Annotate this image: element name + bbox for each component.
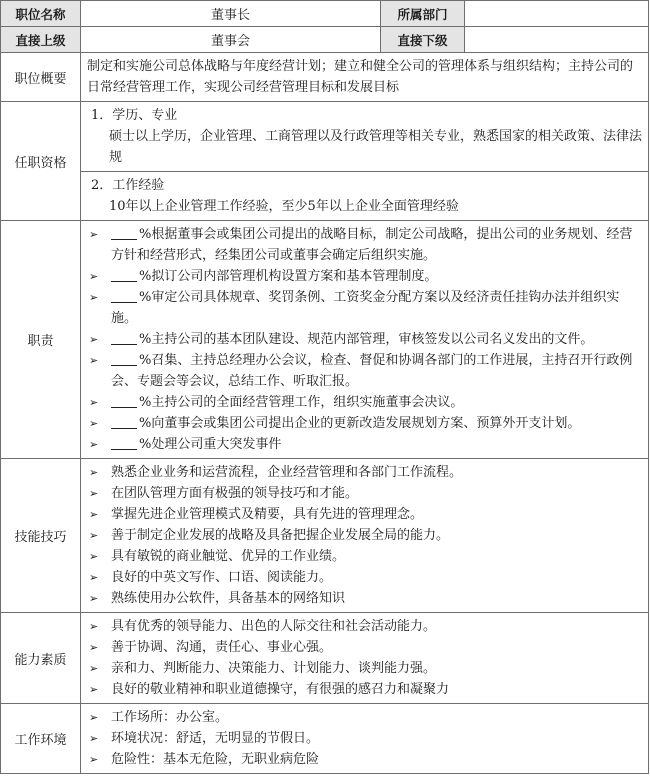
overview-label: 职位概要 xyxy=(1,53,81,102)
experience-cell xyxy=(81,172,649,221)
arrow-bullet-icon: ➢ xyxy=(89,270,99,283)
arrow-bullet-icon: ➢ xyxy=(89,291,99,304)
duties-list xyxy=(87,224,642,455)
arrow-bullet-icon: ➢ xyxy=(89,753,99,766)
list-item-text: 具有优秀的领导能力、出色的人际交往和社会活动能力。 xyxy=(111,619,437,634)
list-item-text: 善于制定企业发展的战略及具备把握企业发展全局的能力。 xyxy=(111,528,450,543)
arrow-bullet-icon: ➢ xyxy=(89,466,99,479)
qualifications-label: 任职资格 xyxy=(1,102,81,221)
arrow-bullet-icon: ➢ xyxy=(89,396,99,409)
list-item-text: %向董事会或集团公司提出企业的更新改造发展规划方案、预算外开支计划。 xyxy=(139,416,581,431)
arrow-bullet-icon: ➢ xyxy=(89,711,99,724)
fill-in-blank xyxy=(111,393,137,408)
list-item-text: 掌握先进企业管理模式及精要，具有先进的管理理念。 xyxy=(111,507,424,522)
direct-subordinate-value xyxy=(465,27,649,53)
fill-in-blank xyxy=(111,351,137,366)
direct-subordinate-label: 直接下级 xyxy=(381,27,465,53)
duties-cell xyxy=(81,221,649,459)
arrow-bullet-icon: ➢ xyxy=(89,620,99,633)
list-item xyxy=(87,749,642,770)
fill-in-blank xyxy=(111,288,137,303)
environment-label: 工作环境 xyxy=(1,704,81,774)
list-item xyxy=(87,707,642,728)
qualification-row-experience xyxy=(1,172,649,221)
list-item-text: %主持公司的全面经营管理工作，组织实施董事会决议。 xyxy=(139,395,464,410)
list-item xyxy=(87,483,642,504)
list-item-text: %根据董事会或集团公司提出的战略目标，制定公司战略，提出公司的业务规划、经营方针和经营形式，经集团公司或董事会确定后组织实施。 xyxy=(111,227,633,263)
abilities-label: 能力素质 xyxy=(1,613,81,704)
duties-label: 职责 xyxy=(1,221,81,459)
list-item-text: %处理公司重大突发事件 xyxy=(139,437,282,452)
list-item xyxy=(87,266,642,287)
overview-row xyxy=(1,53,649,102)
list-item xyxy=(87,658,642,679)
arrow-bullet-icon: ➢ xyxy=(89,487,99,500)
list-item xyxy=(87,392,642,413)
list-item xyxy=(87,588,642,609)
abilities-list xyxy=(87,616,642,700)
list-item xyxy=(87,224,642,266)
arrow-bullet-icon: ➢ xyxy=(89,438,99,451)
list-item-text: 亲和力、判断能力、决策能力、计划能力、谈判能力强。 xyxy=(111,661,437,676)
list-item xyxy=(87,567,642,588)
department-value xyxy=(465,1,649,27)
arrow-bullet-icon: ➢ xyxy=(89,417,99,430)
education-cell xyxy=(81,102,649,172)
list-item xyxy=(87,525,642,546)
duties-row xyxy=(1,221,649,459)
header-row-1 xyxy=(1,1,649,27)
list-item xyxy=(87,546,642,567)
list-item-text: 具有敏锐的商业触觉、优异的工作业绩。 xyxy=(111,549,346,564)
arrow-bullet-icon: ➢ xyxy=(89,732,99,745)
direct-superior-label: 直接上级 xyxy=(1,27,81,53)
arrow-bullet-icon: ➢ xyxy=(89,333,99,346)
list-item xyxy=(87,434,642,455)
environment-row xyxy=(1,704,649,774)
experience-text: 10年以上企业管理工作经验，至少5年以上企业全面管理经验 xyxy=(109,199,459,214)
arrow-bullet-icon: ➢ xyxy=(89,529,99,542)
arrow-bullet-icon: ➢ xyxy=(89,228,99,241)
arrow-bullet-icon: ➢ xyxy=(89,571,99,584)
qualification-row-education xyxy=(1,102,649,172)
skills-label: 技能技巧 xyxy=(1,459,81,613)
arrow-bullet-icon: ➢ xyxy=(89,662,99,675)
list-item xyxy=(87,679,642,700)
list-item xyxy=(87,350,642,392)
arrow-bullet-icon: ➢ xyxy=(89,683,99,696)
list-item-text: %召集、主持总经理办公会议，检查、督促和协调各部门的工作进展，主持召开行政例会、专题会等会议，总结工作、听取汇报。 xyxy=(111,353,633,389)
list-item xyxy=(87,329,642,350)
position-name-value: 董事长 xyxy=(81,1,381,27)
skills-list xyxy=(87,462,642,609)
education-text: 硕士以上学历，企业管理、工商管理以及行政管理等相关专业，熟悉国家的相关政策、法律法规 xyxy=(109,129,643,165)
arrow-bullet-icon: ➢ xyxy=(89,592,99,605)
list-item-text: 良好的敬业精神和职业道德操守，有很强的感召力和凝聚力 xyxy=(111,682,450,697)
abilities-cell xyxy=(81,613,649,704)
fill-in-blank xyxy=(111,435,137,450)
header-row-2 xyxy=(1,27,649,53)
list-item-text: 环境状况：舒适，无明显的节假日。 xyxy=(111,731,320,746)
fill-in-blank xyxy=(111,330,137,345)
list-item xyxy=(87,616,642,637)
list-item xyxy=(87,462,642,483)
list-item-text: %审定公司具体规章、奖罚条例、工资奖金分配方案以及经济责任挂钩办法并组织实施。 xyxy=(111,290,620,326)
arrow-bullet-icon: ➢ xyxy=(89,354,99,367)
abilities-row xyxy=(1,613,649,704)
environment-list xyxy=(87,707,642,770)
list-item-text: 在团队管理方面有极强的领导技巧和才能。 xyxy=(111,486,359,501)
skills-cell xyxy=(81,459,649,613)
list-item-text: 危险性：基本无危险，无职业病危险 xyxy=(111,752,320,767)
list-item xyxy=(87,504,642,525)
skills-row xyxy=(1,459,649,613)
direct-superior-value: 董事会 xyxy=(81,27,381,53)
list-item-text: 工作场所：办公室。 xyxy=(111,710,229,725)
experience-title: 2．工作经验 xyxy=(91,178,165,193)
list-item-text: 熟悉企业业务和运营流程，企业经营管理和各部门工作流程。 xyxy=(111,465,463,480)
list-item-text: %主持公司的基本团队建设、规范内部管理，审核签发以公司名义发出的文件。 xyxy=(139,332,594,347)
overview-text: 制定和实施公司总体战略与年度经营计划；建立和健全公司的管理体系与组织结构；主持公司的日常经营管理工作，实现公司经营管理目标和发展目标 xyxy=(81,53,649,102)
list-item xyxy=(87,287,642,329)
arrow-bullet-icon: ➢ xyxy=(89,641,99,654)
list-item-text: 良好的中英文写作、口语、阅读能力。 xyxy=(111,570,333,585)
list-item xyxy=(87,728,642,749)
list-item-text: %拟订公司内部管理机构设置方案和基本管理制度。 xyxy=(139,269,438,284)
department-label: 所属部门 xyxy=(381,1,465,27)
list-item xyxy=(87,413,642,434)
list-item xyxy=(87,637,642,658)
arrow-bullet-icon: ➢ xyxy=(89,550,99,563)
list-item-text: 熟练使用办公软件，具备基本的网络知识 xyxy=(111,591,346,606)
fill-in-blank xyxy=(111,225,137,240)
fill-in-blank xyxy=(111,267,137,282)
position-name-label: 职位名称 xyxy=(1,1,81,27)
fill-in-blank xyxy=(111,414,137,429)
arrow-bullet-icon: ➢ xyxy=(89,508,99,521)
list-item-text: 善于协调、沟通，责任心、事业心强。 xyxy=(111,640,333,655)
environment-cell xyxy=(81,704,649,774)
education-title: 1．学历、专业 xyxy=(91,108,178,123)
